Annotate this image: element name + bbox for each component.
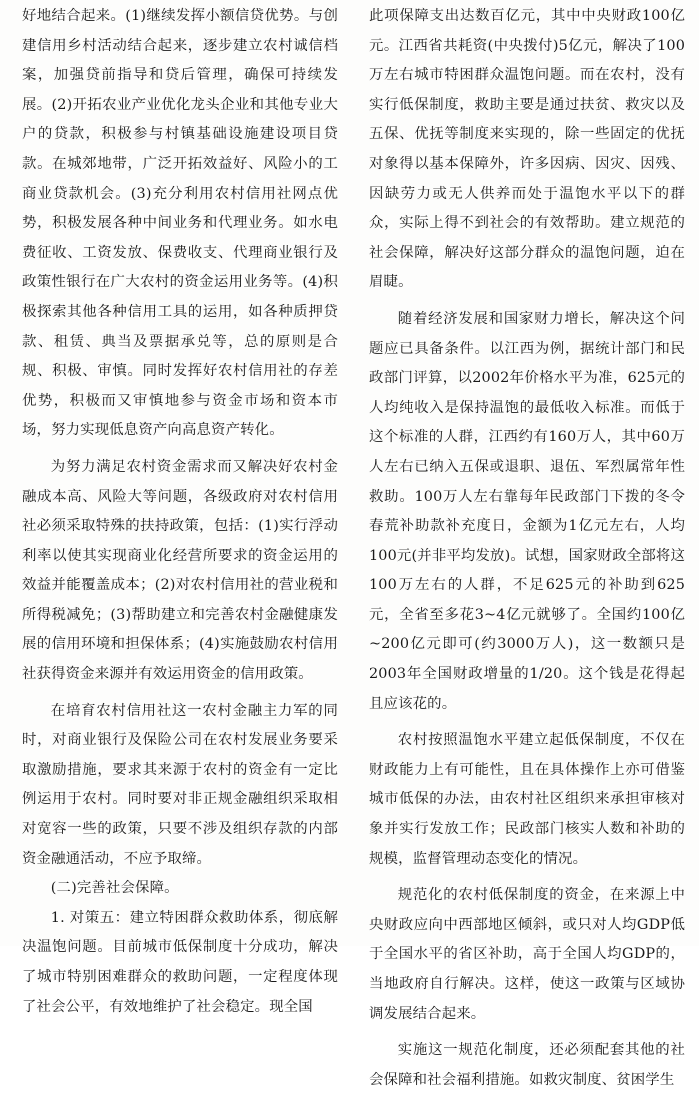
paragraph: 实施这一规范化制度，还必须配套其他的社会保障和社会福利措施。如救灾制度、贫困学生 [369,1042,685,1088]
paragraph: 为努力满足农村资金需求而又解决好农村金融成本高、风险大等问题，各级政府对农村信用社必须采取特殊的扶持政策，包括：(1)实行浮动利率以使其实现商业化经营所要求的资金运用的效益并能覆盖成本；(2)对农村信用社的营业税和所得税减免；(3)帮助建立和完善农村金融健康发展的信用环境和担保体系；(4)实施鼓励农村信用社获得资金来源并有效运用资金的信用政策。 [22,458,338,683]
left-column [22,2,338,1022]
paragraph: 好地结合起来。(1)继续发挥小额信贷优势。与创建信用乡村活动结合起来，逐步建立农村诚信档案，加强贷前指导和贷后管理，确保可持续发展。(2)开拓农业产业优化龙头企业和其他专业大户的贷款，积极参与村镇基础设施建设项目贷款。在城郊地带，广泛开拓效益好、风险小的工商业贷款机会。(3)充分利用农村信用社网点优势，积极发展各种中间业务和代理业务。如水电费征收、工资发放、保费收支、代理商业银行及政策性银行在广大农村的资金运用业务等。(4)积极探索其他各种信用工具的运用，如各种质押贷款、租赁、典当及票据承兑等，总的原则是合规、积极、审慎。同时发挥好农村信用社的存差优势，积极而又审慎地参与资金市场和资本市场，努力实现低息资产向高息资产转化。 [22,8,338,439]
section-heading: (二)完善社会保障。 [50,880,179,897]
paragraph: 规范化的农村低保制度的资金，在来源上中央财政应向中西部地区倾斜，或只对人均GDP低于全国水平的省区补助，高于全国人均GDP的，当地政府自行解决。这样，使这一政策与区域协调发展结合起来。 [369,887,685,1022]
paragraph: 此项保障支出达数百亿元，其中中央财政100亿元。江西省共耗资(中央拨付)5亿元，解决了100万左右城市特困群众温饱问题。而在农村，没有实行低保制度，救助主要是通过扶贫、救灾以及五保、优抚等制度来实现的，除一些固定的优抚对象得以基本保障外，许多因病、因灾、因残、因缺劳力或无人供养而处于温饱水平以下的群众，实际上得不到社会的有效帮助。建立规范的社会保障，解决好这部分群众的温饱问题，迫在眉睫。 [369,8,685,291]
paragraph: 在培育农村信用社这一农村金融主力军的同时，对商业银行及保险公司在农村发展业务要采取激励措施，要求其来源于农村的资金有一定比例运用于农村。同时要对非正规金融组织采取相对宽容一些的政策，只要不涉及组织存款的内部资金融通活动，不应予取缔。 [22,702,338,867]
paragraph: 1. 对策五：建立特困群众救助体系，彻底解决温饱问题。目前城市低保制度十分成功，解决了城市特别困难群众的救助问题，一定程度体现了社会公平，有效地维护了社会稳定。现全国 [22,909,338,1015]
paragraph: 农村按照温饱水平建立起低保制度，不仅在财政能力上有可能性，且在具体操作上亦可借鉴城市低保的办法，由农村社区组织来承担审核对象并实行发放工作；民政部门核实人数和补助的规模，监督管理动态变化的情况。 [369,732,685,867]
right-column [369,2,685,1095]
paragraph: 随着经济发展和国家财力增长，解决这个问题应已具备条件。以江西为例，据统计部门和民政部门评算，以2002年价格水平为准，625元的人均纯收入是保持温饱的最低收入标准。而低于这个标准的人群，江西约有160万人，其中60万人左右已纳入五保或退职、退伍、军烈属常年性救助。100万人左右靠每年民政部门下拨的冬令春荒补助款补充度日，金额为1亿元左右，人均100元(并非平均发放)。试想，国家财政全部将这100万左右的人群，不足625元的补助到625元，全省至多花3~4亿元就够了。全国约100亿~200亿元即可(约3000万人)，这一数额只是2003年全国财政增量的1/20。这个钱是花得起且应该花的。 [369,310,685,712]
